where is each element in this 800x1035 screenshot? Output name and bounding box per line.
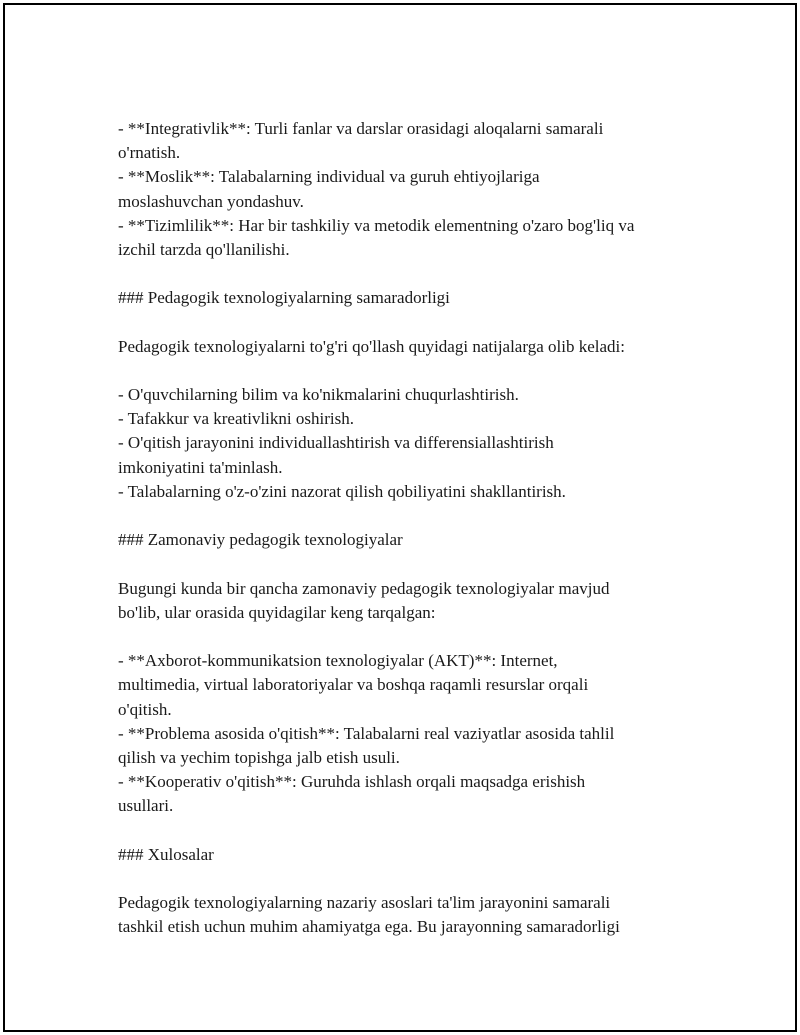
text-line: - **Axborot-kommunikatsion texnologiyalar (AKT)**: Internet,: [118, 651, 558, 671]
text-line: - Talabalarning o'z-o'zini nazorat qilish qobiliyatini shakllantirish.: [118, 481, 566, 501]
blank-line: [118, 504, 688, 528]
blank-line: [118, 311, 688, 335]
text-line: multimedia, virtual laboratoriyalar va boshqa raqamli resurslar orqali: [118, 675, 589, 695]
text-line: bo'lib, ular orasida quyidagilar keng tarqalgan:: [118, 602, 436, 622]
text-line: Pedagogik texnologiyalarni to'g'ri qo'llash quyidagi natijalarga olib keladi:: [118, 336, 625, 356]
text-line: - **Integrativlik**: Turli fanlar va darslar orasidagi aloqalarni samarali: [118, 119, 604, 138]
text-line: tashkil etish uchun muhim ahamiyatga ega. Bu jarayonning samaradorligi: [118, 917, 620, 937]
blank-line: [118, 552, 688, 576]
text-line: - O'qitish jarayonini individuallashtirish va differensiallashtirish: [118, 433, 554, 453]
section-heading: ### Xulosalar: [118, 844, 214, 864]
text-line: - **Moslik**: Talabalarning individual va guruh ehtiyojlariga: [118, 167, 540, 187]
text-line: - **Problema asosida o'qitish**: Talabalarni real vaziyatlar asosida tahlil: [118, 723, 615, 743]
blank-line: [118, 625, 688, 649]
document-body: [118, 117, 688, 939]
blank-line: [118, 818, 688, 842]
text-line: izchil tarzda qo'llanilishi.: [118, 239, 290, 259]
text-line: o'qitish.: [118, 699, 172, 719]
text-line: Bugungi kunda bir qancha zamonaviy pedagogik texnologiyalar mavjud: [118, 578, 610, 598]
blank-line: [118, 262, 688, 286]
text-line: qilish va yechim topishga jalb etish usuli.: [118, 747, 400, 767]
text-line: - **Kooperativ o'qitish**: Guruhda ishlash orqali maqsadga erishish: [118, 772, 586, 792]
section-heading: ### Pedagogik texnologiyalarning samaradorligi: [118, 288, 450, 308]
text-line: - O'quvchilarning bilim va ko'nikmalarini chuqurlashtirish.: [118, 385, 519, 405]
text-line: imkoniyatini ta'minlash.: [118, 457, 283, 477]
text-line: - **Tizimlilik**: Har bir tashkiliy va metodik elementning o'zaro bog'liq va: [118, 215, 635, 235]
text-line: - Tafakkur va kreativlikni oshirish.: [118, 409, 354, 429]
text-line: o'rnatish.: [118, 143, 181, 163]
text-line: usullari.: [118, 796, 174, 816]
blank-line: [118, 359, 688, 383]
text-line: Pedagogik texnologiyalarning nazariy asoslari ta'lim jarayonini samarali: [118, 893, 611, 912]
blank-line: [118, 867, 688, 891]
section-heading: ### Zamonaviy pedagogik texnologiyalar: [118, 530, 403, 550]
text-line: moslashuvchan yondashuv.: [118, 191, 304, 211]
